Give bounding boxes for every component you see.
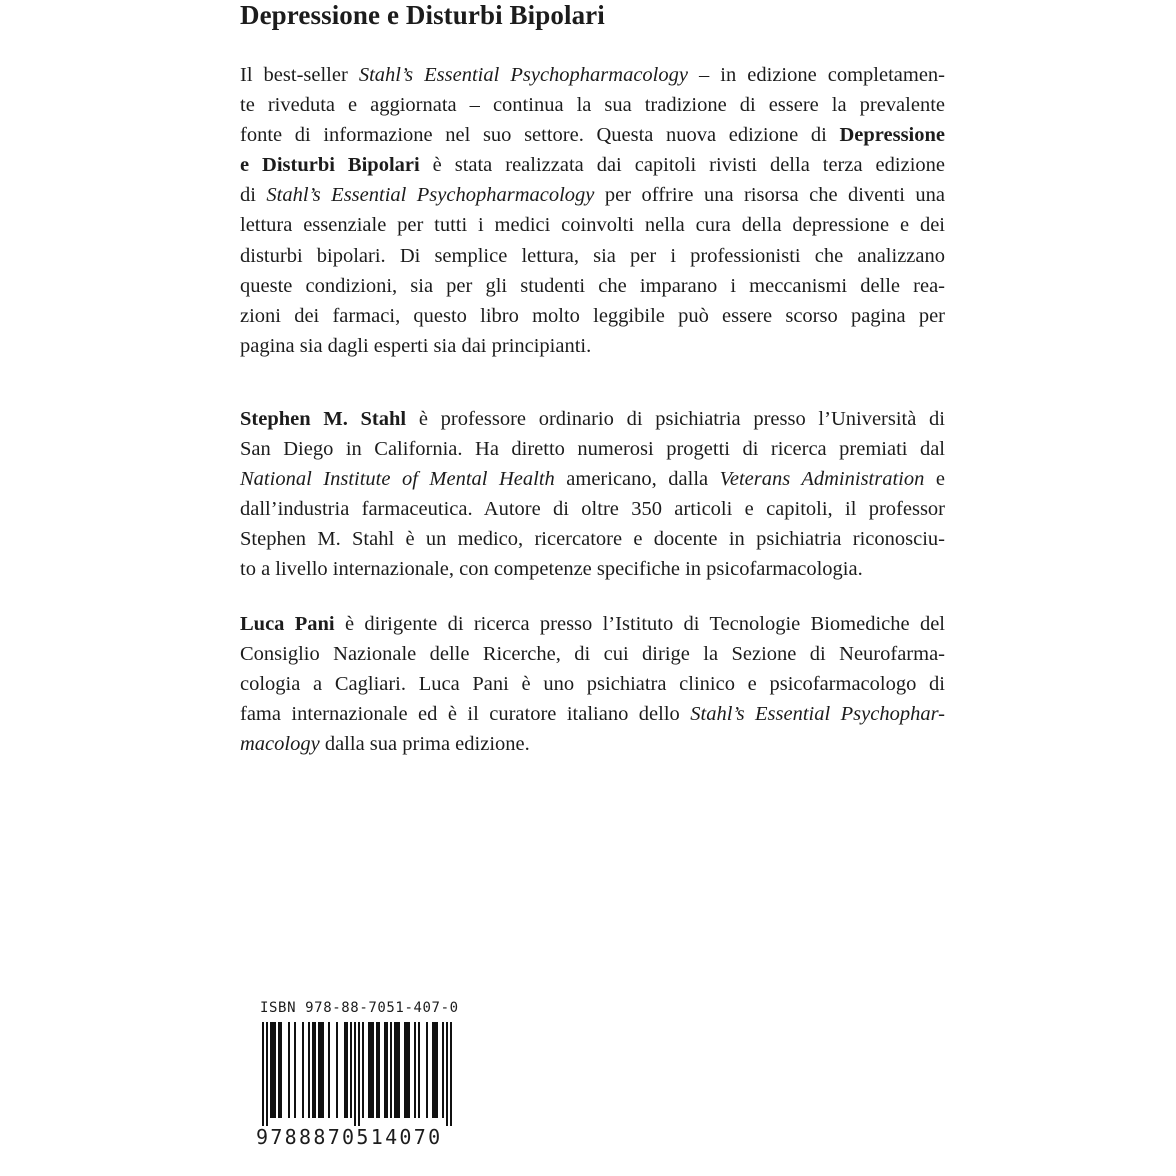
barcode-bar (394, 1022, 396, 1118)
barcode-bar (308, 1022, 310, 1118)
barcode-bar (378, 1022, 380, 1118)
text-line: National Institute of Mental Health americano, dalla Veterans Administration e (240, 468, 945, 491)
barcode-bar (376, 1022, 378, 1118)
text-line: di Stahl’s Essential Psychopharmacology per offrire una risorsa che diventi una (240, 184, 946, 207)
author-bio-pani (240, 609, 945, 759)
text-line: e Disturbi Bipolari è stata realizzata dai capitoli rivisti della terza edizione (240, 154, 945, 177)
barcode-bar (354, 1022, 356, 1126)
barcode-bar (272, 1022, 274, 1118)
text-line: pagina sia dagli esperti sia dai principianti. (240, 334, 592, 357)
barcode-bar (390, 1022, 392, 1118)
barcode-bar (414, 1022, 416, 1118)
barcode-bar (372, 1022, 374, 1118)
barcode-bar (314, 1022, 316, 1118)
ean-digits: 9788870514070 (256, 1125, 443, 1149)
barcode-bar (288, 1022, 290, 1118)
barcode-bar (346, 1022, 348, 1118)
barcode-bar (294, 1022, 296, 1118)
barcode-bar (436, 1022, 438, 1118)
barcode-bar (280, 1022, 282, 1118)
text-line: disturbi bipolari. Di semplice lettura, sia per i professionisti che analizzano (240, 244, 945, 267)
barcode-bar (450, 1022, 452, 1126)
barcode-bar (404, 1022, 406, 1118)
barcode-bar (442, 1022, 444, 1118)
barcode-bar (362, 1022, 364, 1118)
barcode-bar (358, 1022, 360, 1126)
description-paragraph (240, 60, 945, 361)
barcode-bars (258, 1022, 458, 1132)
text-line: Luca Pani è dirigente di ricerca presso l’Istituto di Tecnologie Biomediche del (240, 613, 945, 635)
barcode-bar (266, 1022, 268, 1126)
text-line: lettura essenziale per tutti i medici coinvolti nella cura della depressione e dei (240, 214, 945, 237)
barcode-bar (446, 1022, 448, 1126)
barcode-bar (432, 1022, 434, 1118)
barcode-bar (312, 1022, 314, 1118)
text-line: queste condizioni, sia per gli studenti che imparano i meccanismi delle rea- (240, 274, 945, 297)
text-line: fonte di informazione nel suo settore. Questa nuova edizione di Depressione (240, 124, 945, 147)
text-line: Consiglio Nazionale delle Ricerche, di cui dirige la Sezione di Neurofarma- (240, 643, 945, 666)
barcode-bar (418, 1022, 420, 1118)
barcode-bar (408, 1022, 410, 1118)
barcode-bar (270, 1022, 272, 1118)
text-line: fama internazionale ed è il curatore italiano dello Stahl’s Essential Psychophar- (240, 703, 946, 726)
barcode-bar (344, 1022, 346, 1118)
barcode-bar (318, 1022, 320, 1118)
barcode-bar (328, 1022, 330, 1118)
text-line: Stephen M. Stahl è un medico, ricercatore e docente in psichiatria riconosciu- (240, 528, 945, 551)
barcode-bar (320, 1022, 322, 1118)
isbn-barcode (256, 1000, 459, 1149)
text-line: to a livello internazionale, con competenze specifiche in psicofarmacologia. (240, 558, 863, 581)
barcode-bar (350, 1022, 352, 1118)
text-line: cologia a Cagliari. Luca Pani è uno psichiatra clinico e psicofarmacologo di (240, 673, 945, 696)
barcode-bar (262, 1022, 264, 1126)
barcode-bar (368, 1022, 370, 1118)
barcode-bar (274, 1022, 276, 1118)
text-line: zioni dei farmaci, questo libro molto leggibile può essere scorso pagina per (240, 304, 945, 327)
barcode-bar (396, 1022, 398, 1118)
barcode-bar (370, 1022, 372, 1118)
text-line: San Diego in California. Ha diretto numerosi progetti di ricerca premiati dal (240, 438, 945, 461)
author-bio-stahl (240, 404, 945, 585)
text-line: macology dalla sua prima edizione. (240, 733, 530, 756)
barcode-bar (434, 1022, 436, 1118)
text-line: Il best-seller Stahl’s Essential Psychopharmacology – in edizione completamen- (240, 64, 945, 86)
text-line: Stephen M. Stahl è professore ordinario di psichiatria presso l’Università di (240, 408, 945, 430)
isbn-label: ISBN 978-88-7051-407-0 (260, 1000, 459, 1016)
barcode-bar (278, 1022, 280, 1118)
text-line: dall’industria farmaceutica. Autore di oltre 350 articoli e capitoli, il professor (240, 498, 945, 521)
barcode-bar (398, 1022, 400, 1118)
barcode-bar (336, 1022, 338, 1118)
barcode-bar (322, 1022, 324, 1118)
barcode-bar (426, 1022, 428, 1118)
barcode-bar (384, 1022, 386, 1118)
barcode-bar (302, 1022, 304, 1118)
text-line: te riveduta e aggiornata – continua la sua tradizione di essere la prevalente (240, 94, 945, 117)
barcode-bar (386, 1022, 388, 1118)
barcode-bar (406, 1022, 408, 1118)
book-title: Depressione e Disturbi Bipolari (240, 0, 605, 30)
